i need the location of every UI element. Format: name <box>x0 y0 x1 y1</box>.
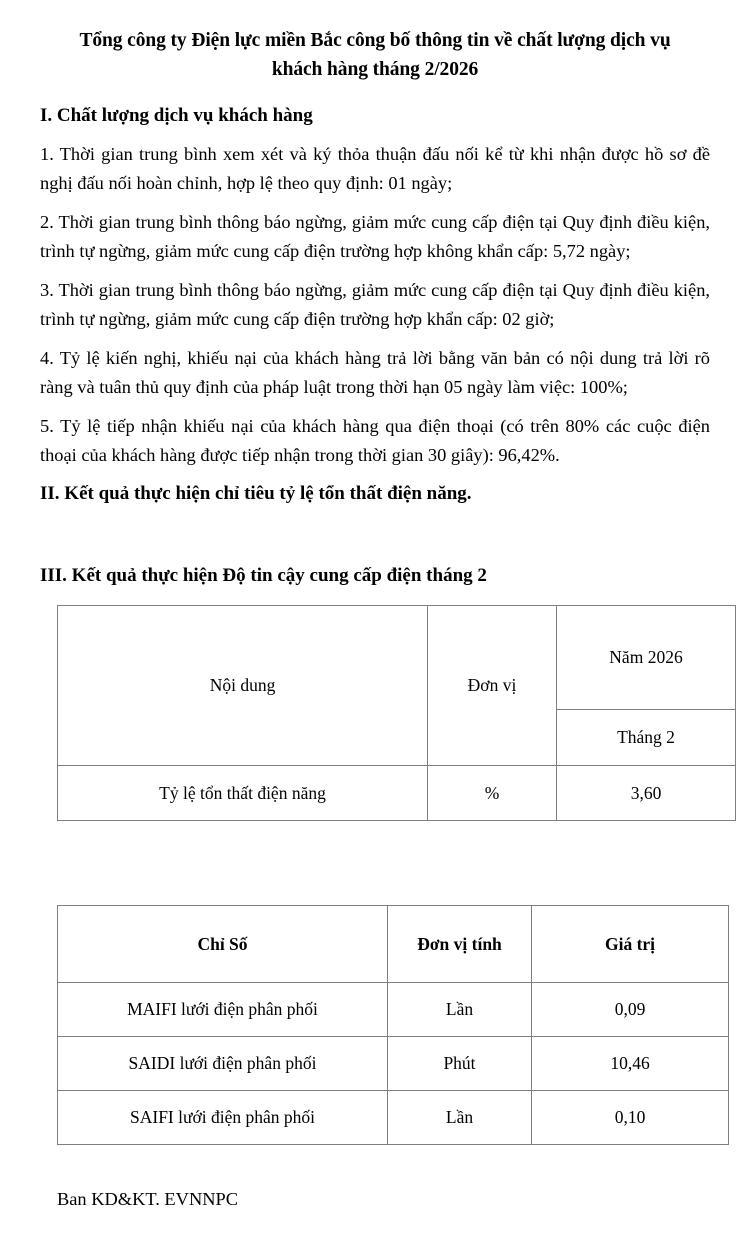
power-loss-table-container <box>57 605 708 821</box>
cell-index: MAIFI lưới điện phân phối <box>58 983 388 1037</box>
section-one-item-1: 1. Thời gian trung bình xem xét và ký thỏa thuận đấu nối kể từ khi nhận được hồ sơ đề nghị đấu nối hoàn chỉnh, hợp lệ theo quy định: 01 ngày; <box>40 144 710 193</box>
cell-unit: % <box>428 766 557 821</box>
cell-index: SAIDI lưới điện phân phối <box>58 1037 388 1091</box>
power-loss-table <box>57 605 736 821</box>
header-unit: Đơn vị <box>428 606 557 766</box>
cell-index: SAIFI lưới điện phân phối <box>58 1091 388 1145</box>
section-heading-three: III. Kết quả thực hiện Độ tin cậy cung cấp điện tháng 2 <box>40 565 487 586</box>
header-index: Chỉ Số <box>58 906 388 983</box>
section-one-item-4: 4. Tỷ lệ kiến nghị, khiếu nại của khách hàng trả lời bằng văn bản có nội dung trả lời rõ ràng và tuân thủ quy định của pháp luật trong thời hạn 05 ngày làm việc: 100%; <box>40 348 710 397</box>
section-one-item-2: 2. Thời gian trung bình thông báo ngừng, giảm mức cung cấp điện tại Quy định điều kiện, trình tự ngừng, giảm mức cung cấp điện trường hợp không khẩn cấp: 5,72 ngày; <box>40 212 710 261</box>
document-footer: Ban KD&KT. EVNNPC <box>57 1189 239 1209</box>
header-unit: Đơn vị tính <box>388 906 532 983</box>
cell-value: 0,09 <box>532 983 729 1037</box>
table-row <box>58 766 736 821</box>
section-one-item-5: 5. Tỷ lệ tiếp nhận khiếu nại của khách hàng qua điện thoại (có trên 80% các cuộc điện thoại của khách hàng được tiếp nhận trong thời gian 30 giây): 96,42%. <box>40 416 710 465</box>
page-title: Tổng công ty Điện lực miền Bắc công bố thông tin về chất lượng dịch vụ khách hàng tháng 2/2026 <box>79 30 671 80</box>
cell-value: 10,46 <box>532 1037 729 1091</box>
cell-content: Tỷ lệ tổn thất điện năng <box>58 766 428 821</box>
header-value: Giá trị <box>532 906 729 983</box>
table-row <box>58 1037 729 1091</box>
cell-unit: Lần <box>388 1091 532 1145</box>
cell-unit: Phút <box>388 1037 532 1091</box>
cell-value: 0,10 <box>532 1091 729 1145</box>
section-one-item-3: 3. Thời gian trung bình thông báo ngừng, giảm mức cung cấp điện tại Quy định điều kiện, trình tự ngừng, giảm mức cung cấp điện trường hợp khẩn cấp: 02 giờ; <box>40 280 710 329</box>
section-heading-one: I. Chất lượng dịch vụ khách hàng <box>40 105 313 126</box>
table-row <box>58 1091 729 1145</box>
reliability-table <box>57 905 729 1145</box>
table-header-row <box>58 606 736 710</box>
table-header-row <box>58 906 729 983</box>
header-month: Tháng 2 <box>557 710 736 766</box>
reliability-table-container <box>57 905 701 1145</box>
header-year: Năm 2026 <box>557 606 736 710</box>
header-content: Nội dung <box>58 606 428 766</box>
cell-unit: Lần <box>388 983 532 1037</box>
section-heading-two: II. Kết quả thực hiện chỉ tiêu tỷ lệ tổn thất điện năng. <box>40 483 472 504</box>
cell-value: 3,60 <box>557 766 736 821</box>
table-row <box>58 983 729 1037</box>
